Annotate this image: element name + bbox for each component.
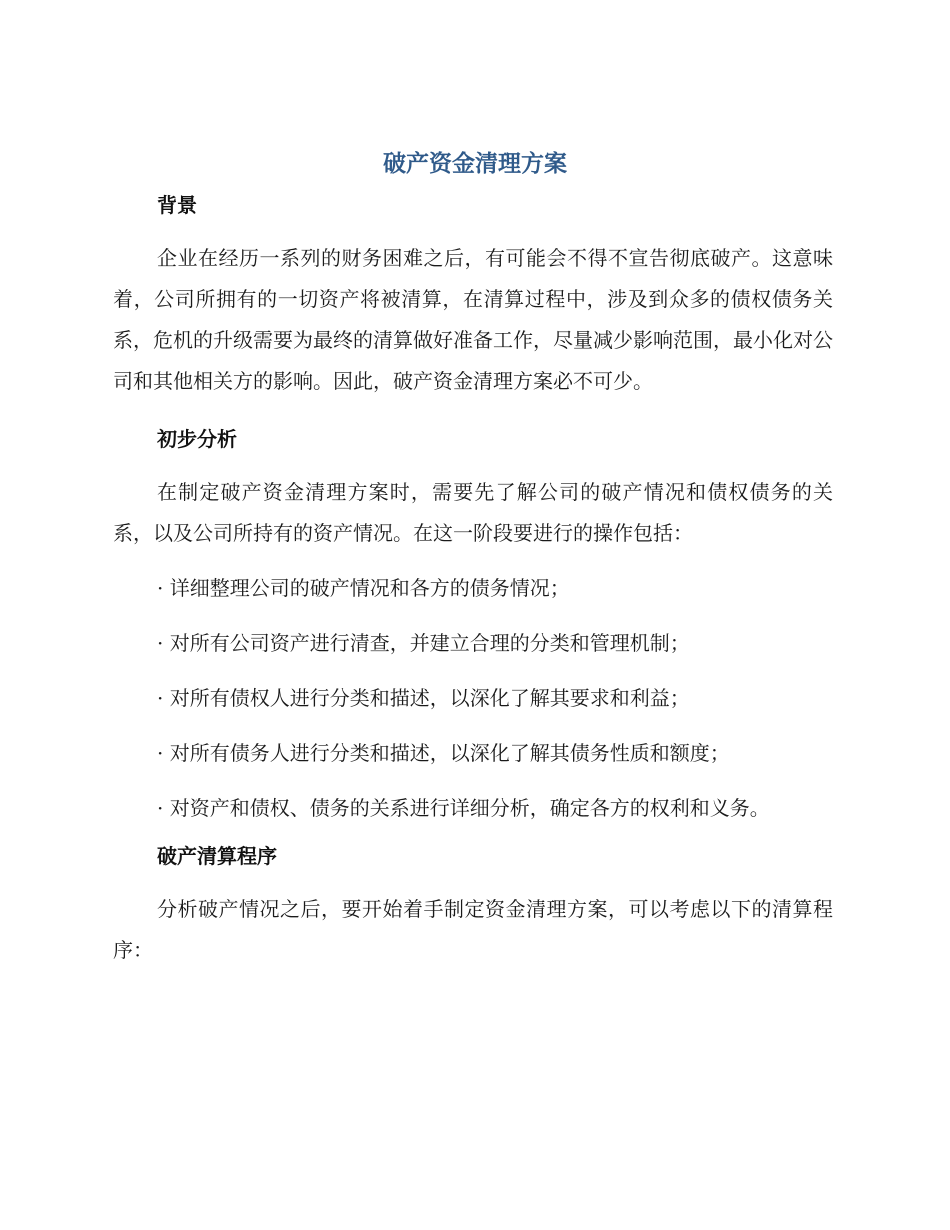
document-title: 破产资金清理方案	[383, 151, 567, 177]
paragraph-initial-analysis: 在制定破产资金清理方案时，需要先了解公司的破产情况和债权债务的关系，以及公司所持有的资产情况。在这一阶段要进行的操作包括：	[113, 480, 833, 545]
list-item: · 详细整理公司的破产情况和各方的债务情况；	[157, 576, 570, 600]
list-item: · 对所有债务人进行分类和描述，以深化了解其债务性质和额度；	[157, 741, 730, 765]
section-heading-liquidation-procedure: 破产清算程序	[157, 844, 277, 868]
section-heading-initial-analysis: 初步分析	[157, 427, 237, 451]
section-heading-background: 背景	[157, 193, 197, 217]
analysis-bullet-list	[113, 568, 833, 829]
list-item: · 对所有债权人进行分类和描述，以深化了解其要求和利益；	[157, 686, 690, 710]
document-body	[113, 188, 833, 971]
section-liquidation-procedure	[113, 839, 833, 971]
section-background	[113, 188, 833, 402]
section-initial-analysis	[113, 422, 833, 829]
paragraph-liquidation-procedure: 分析破产情况之后，要开始着手制定资金清理方案，可以考虑以下的清算程序：	[113, 897, 833, 962]
paragraph-background: 企业在经历一系列的财务困难之后，有可能会不得不宣告彻底破产。这意味着，公司所拥有的一切资产将被清算，在清算过程中，涉及到众多的债权债务关系，危机的升级需要为最终的清算做好准备工作，尽量减少影响范围，最小化对公司和其他相关方的影响。因此，破产资金清理方案必不可少。	[113, 246, 833, 393]
list-item: · 对所有公司资产进行清查，并建立合理的分类和管理机制；	[157, 631, 690, 655]
list-item: · 对资产和债权、债务的关系进行详细分析，确定各方的权利和义务。	[157, 796, 770, 820]
